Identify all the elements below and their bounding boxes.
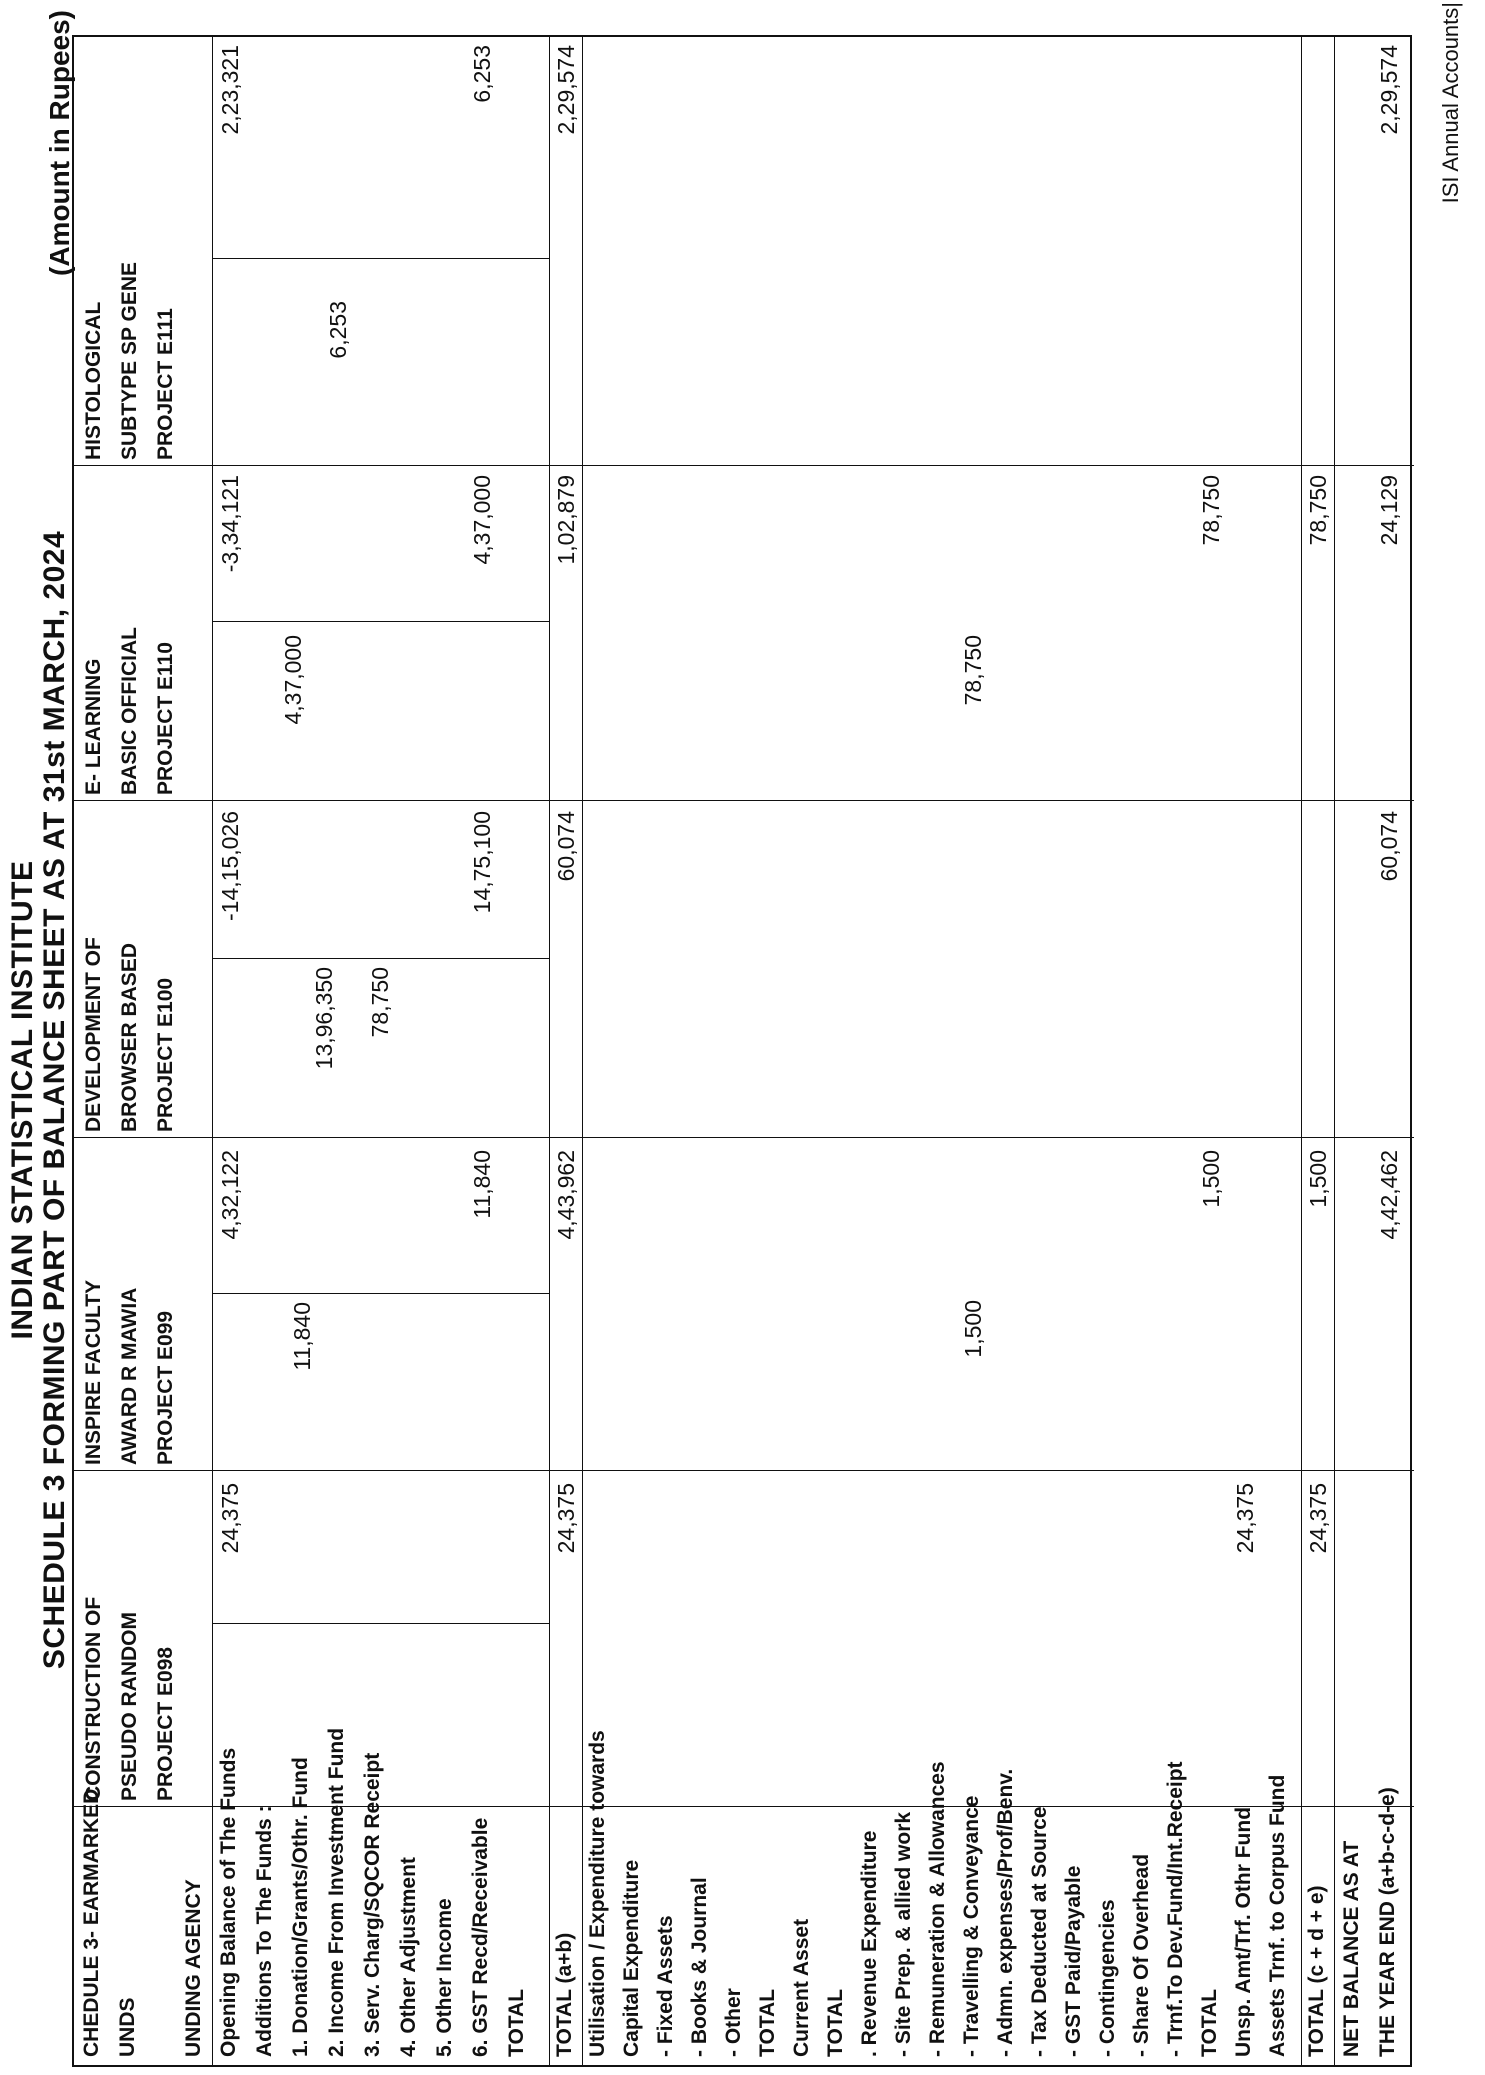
row-label: TOTAL [505, 1988, 528, 2057]
row-label: Assets Trnf. to Corpus Fund [1266, 1774, 1289, 2057]
row-label: - Tax Deducted at Source [1028, 1806, 1051, 2057]
e100-opening: -14,15,026 [217, 811, 243, 921]
row-label: - Contingencies [1096, 1899, 1119, 2057]
e110-opening: -3,34,121 [217, 475, 243, 573]
row-label: Additions To The Funds : [253, 1805, 276, 2057]
total-ab-bottom-rule [582, 37, 583, 2065]
e099-travel: 1,500 [960, 1300, 986, 1358]
total-ab-top-rule [549, 37, 550, 2065]
row-label: - Fixed Assets [654, 1915, 677, 2057]
row-label: TOTAL [1198, 1988, 1221, 2057]
row-label: . Revenue Expenditure [858, 1830, 881, 2057]
project-header-e098: CONSTRUCTION OF PSEUDO RANDOM PROJECT E098 [82, 1596, 177, 1801]
e099-total-ab: 4,43,962 [553, 1150, 579, 1240]
footer-text: ISI Annual Accounts| [1438, 2, 1463, 204]
e100-net: 60,074 [1376, 811, 1402, 882]
total-cde-bottom-rule [1334, 37, 1335, 2065]
e098-unspent: 24,375 [1232, 1483, 1258, 1554]
e100-donation: 13,96,350 [311, 967, 337, 1070]
net-balance-label-2: THE YEAR END (a+b-c-d-e) [1376, 1787, 1399, 2057]
row-label: Current Asset [790, 1918, 813, 2057]
total-cde-label: TOTAL (c + d + e) [1305, 1885, 1328, 2057]
row-label: - GST Paid/Payable [1062, 1865, 1085, 2057]
e111-total-ab: 2,29,574 [553, 45, 579, 135]
e100-serv-charge: 78,750 [367, 967, 393, 1038]
e099-donation: 11,840 [289, 1302, 315, 1371]
funds-label: UNDS [116, 1997, 139, 2057]
row-label: Capital Expenditure [620, 1859, 643, 2057]
row-label: 4. Other Adjustment [397, 1857, 420, 2057]
total-ab-label: TOTAL (a+b) [553, 1932, 576, 2057]
e110-total-ab: 1,02,879 [553, 475, 579, 565]
e111-net: 2,29,574 [1376, 45, 1402, 135]
row-label: Opening Balance of The Funds [217, 1747, 240, 2057]
e099-total-cde: 1,500 [1305, 1150, 1331, 1208]
row-label: 2. Income From Investment Fund [325, 1727, 348, 2057]
e099-revenue-total: 1,500 [1198, 1150, 1224, 1208]
e110-travel: 78,750 [960, 635, 986, 706]
net-balance-label: NET BALANCE AS AT [1340, 1840, 1363, 2057]
e110-gst: 4,37,000 [469, 475, 495, 565]
row-label: - Other [722, 1988, 745, 2057]
e111-investment-income: 6,253 [325, 301, 351, 359]
row-label: - Travelling & Conveyance [960, 1795, 983, 2057]
project-header-e111: HISTOLOGICAL SUBTYPE SP GENE PROJECT E111 [82, 261, 177, 460]
e098-total-ab: 24,375 [553, 1483, 579, 1554]
e100-total-ab: 60,074 [553, 811, 579, 882]
row-label: 5. Other Income [433, 1898, 456, 2057]
e098-opening: 24,375 [217, 1483, 243, 1554]
row-label: - Site Prep. & allied work [892, 1811, 915, 2057]
e110-revenue-total: 78,750 [1198, 475, 1224, 546]
institute-title: INDIAN STATISTICAL INSTITUTE [6, 860, 39, 1340]
e110-net: 24,129 [1376, 475, 1402, 546]
e111-gst: 6,253 [469, 45, 495, 103]
row-label: 6. GST Recd/Receivable [469, 1817, 492, 2057]
e099-net: 4,42,462 [1376, 1150, 1402, 1240]
e110-donation: 4,37,000 [280, 635, 306, 725]
amount-unit: (Amount in Rupees) [44, 10, 75, 276]
row-label: - Books & Journal [688, 1877, 711, 2057]
row-label: - Trnf.To Dev.Fund/Int.Receipt [1164, 1761, 1187, 2057]
e100-gst: 14,75,100 [469, 811, 495, 914]
e098-total-cde: 24,375 [1305, 1483, 1331, 1554]
header-divider [212, 37, 213, 2065]
schedule-name-label: CHEDULE 3- EARMARKED [80, 1788, 103, 2057]
earmarked-funds-table [72, 35, 1412, 2067]
e099-gst: 11,840 [469, 1150, 495, 1219]
row-label: TOTAL [756, 1988, 779, 2057]
row-label: 3. Serv. Charg/SQCOR Receipt [361, 1752, 384, 2057]
total-cde-top-rule [1301, 37, 1302, 2065]
row-label: 1. Donation/Grants/Othr. Fund [289, 1757, 312, 2057]
row-label: Unsp. Amt/Trf. Othr Fund [1232, 1806, 1255, 2057]
funding-agency-label: UNDING AGENCY [182, 1879, 205, 2057]
project-header-e099: INSPIRE FACULTY AWARD R MAWIA PROJECT E099 [82, 1279, 177, 1465]
project-header-e100: DEVELOPMENT OF BROWSER BASED PROJECT E100 [82, 937, 177, 1132]
e099-opening: 4,32,122 [217, 1150, 243, 1240]
e110-total-cde: 78,750 [1305, 475, 1331, 546]
schedule-title: SCHEDULE 3 FORMING PART OF BALANCE SHEET AS AT 31st MARCH, 2024 [38, 530, 71, 1670]
row-label: TOTAL [824, 1988, 847, 2057]
row-label: - Admn. expenses/Prof/Benv. [994, 1768, 1017, 2057]
row-label: - Share Of Overhead [1130, 1853, 1153, 2057]
row-label: - Remuneration & Allowances [926, 1761, 949, 2057]
e111-opening: 2,23,321 [217, 45, 243, 135]
project-header-e110: E- LEARNING BASIC OFFICIAL PROJECT E110 [82, 627, 177, 795]
row-label: Utilisation / Expenditure towards [586, 1730, 609, 2057]
